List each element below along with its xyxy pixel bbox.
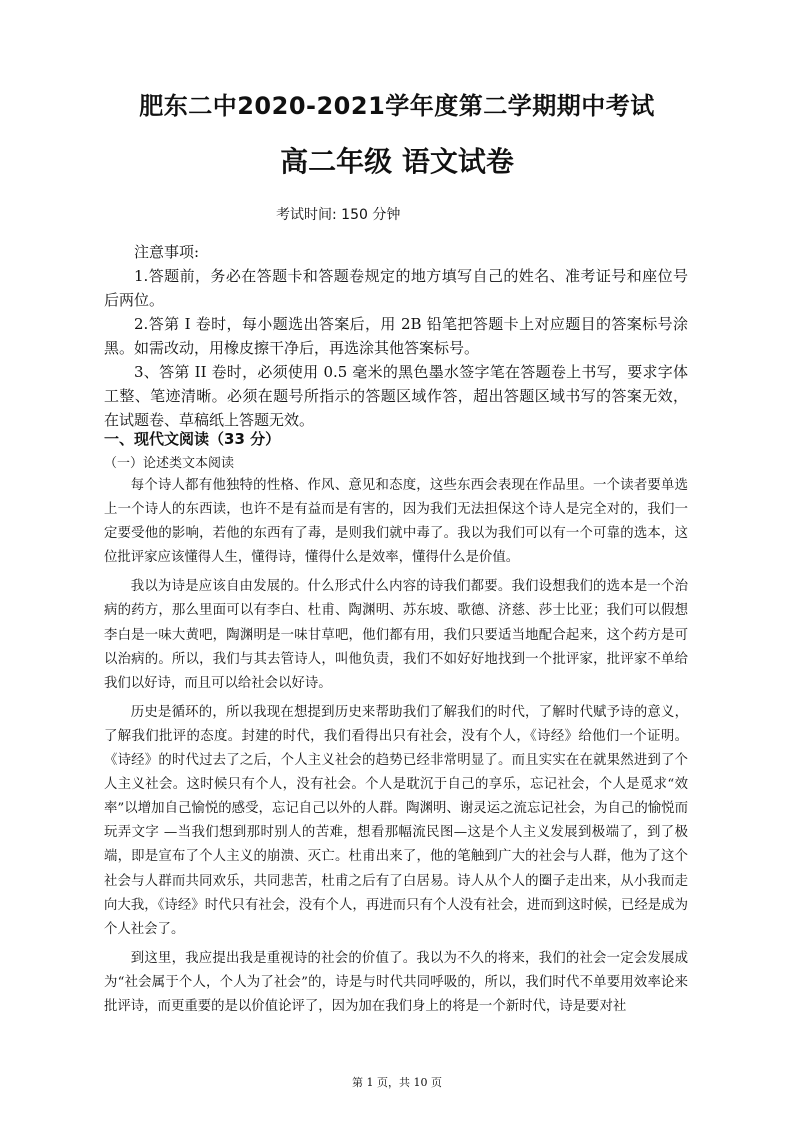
notice-title: 注意事项: bbox=[134, 243, 200, 261]
page-footer: 第 1 页，共 10 页 bbox=[352, 1076, 442, 1089]
section-subheading: （一）论述类文本阅读 bbox=[104, 456, 235, 471]
reading-passage bbox=[104, 474, 688, 1024]
exam-title: 肥东二中2020-2021学年度第二学期期中考试 bbox=[139, 92, 655, 120]
notice-item: 3、答第 II 卷时，必须使用 0.5 毫米的黑色墨水签字笔在答题卷上书写，要求字体工整、笔迹清晰。必须在题号所指示的答题区域作答，超出答题区域书写的答案无效， 在试题卷、草稿纸上答题无效。 bbox=[104, 363, 688, 429]
passage-paragraph: 每个诗人都有他独特的性格、作风、意见和态度，这些东西会表现在作品里。一个读者要单选上一个诗人的东西读，也许不是有益而是有害的，因为我们无法担保这个诗人是完全对的，我们一定要受他的影响，若他的东西有了毒，是则我们就中毒了。我以为我们可以有一个可靠的选本，这位批评家应该懂得人生，懂得诗，懂得什么是效率，懂得什么是价值。 bbox=[104, 478, 688, 566]
section-heading: 一、现代文阅读（33 分） bbox=[104, 430, 281, 448]
paper-subtitle: 高二年级 语文试卷 bbox=[280, 145, 514, 178]
passage-paragraph: 到这里，我应提出我是重视诗的社会的价值了。我以为不久的将来，我们的社会一定会发展成为“社会属于个人，个人为了社会”的，诗是与时代共同呼吸的，所以，我们时代不单要用效率论来批评诗，而更重要的是以价值论评了，因为加在我们身上的将是一个新时代，诗是要对社 bbox=[104, 950, 688, 1014]
notice-block bbox=[104, 240, 688, 432]
passage-paragraph: 我以为诗是应该自由发展的。什么形式什么内容的诗我们都要。我们设想我们的选本是一个治病的药方，那么里面可以有李白、杜甫、陶渊明、苏东坡、歌德、济慈、莎士比亚；我们可以假想李白是一味大黄吧，陶渊明是一味甘草吧，他们都有用，我们只要适当地配合起来，这个药方是可以治病的。所以，我们与其去管诗人，叫他负责，我们不如好好地找到一个批评家，批评家不单给我们以好诗，而且可以给社会以好诗。 bbox=[104, 579, 688, 691]
notice-item: 2.答第 I 卷时，每小题选出答案后，用 2B 铅笔把答题卡上对应题目的答案标号涂黑。如需改动，用橡皮擦干净后，再选涂其他答案标号。 bbox=[104, 315, 688, 357]
notice-item: 1.答题前，务必在答题卡和答题卷规定的地方填写自己的姓名、准考证号和座位号后两位。 bbox=[104, 267, 688, 309]
exam-time: 考试时间: 150 分钟 bbox=[276, 207, 401, 223]
passage-paragraph: 历史是循环的，所以我现在想提到历史来帮助我们了解我们的时代，了解时代赋予诗的意义，了解我们批评的态度。封建的时代，我们看得出只有社会，没有个人，《诗经》给他们一个证明。《诗经》的时代过去了之后，个人主义社会的趋势已经非常明显了。而且实实在在就果然进到了个人主义社会。这时候只有个人，没有社会。个人是耽沉于自己的享乐，忘记社会，个人是觅求“效率”以增加自己愉悦的感受，忘记自己以外的人群。陶渊明、谢灵运之流忘记社会，为自己的愉悦而玩弄文字 —当我们想到那时别人的苦难，想看那幅流民图—这是个人主义发展到极端了，到了极端，即是宣布了个人主义的崩溃、灭亡。杜甫出来了，他的笔触到广大的社会与人群，他为了这个社会与人群而共同欢乐，共同悲苦，杜甫之后有了白居易。诗人从个人的圈子走出来，从小我而走向大我，《诗经》时代只有社会，没有个人，再进而只有个人没有社会，进而到这时候，已经是成为个人社会了。 bbox=[104, 704, 688, 937]
